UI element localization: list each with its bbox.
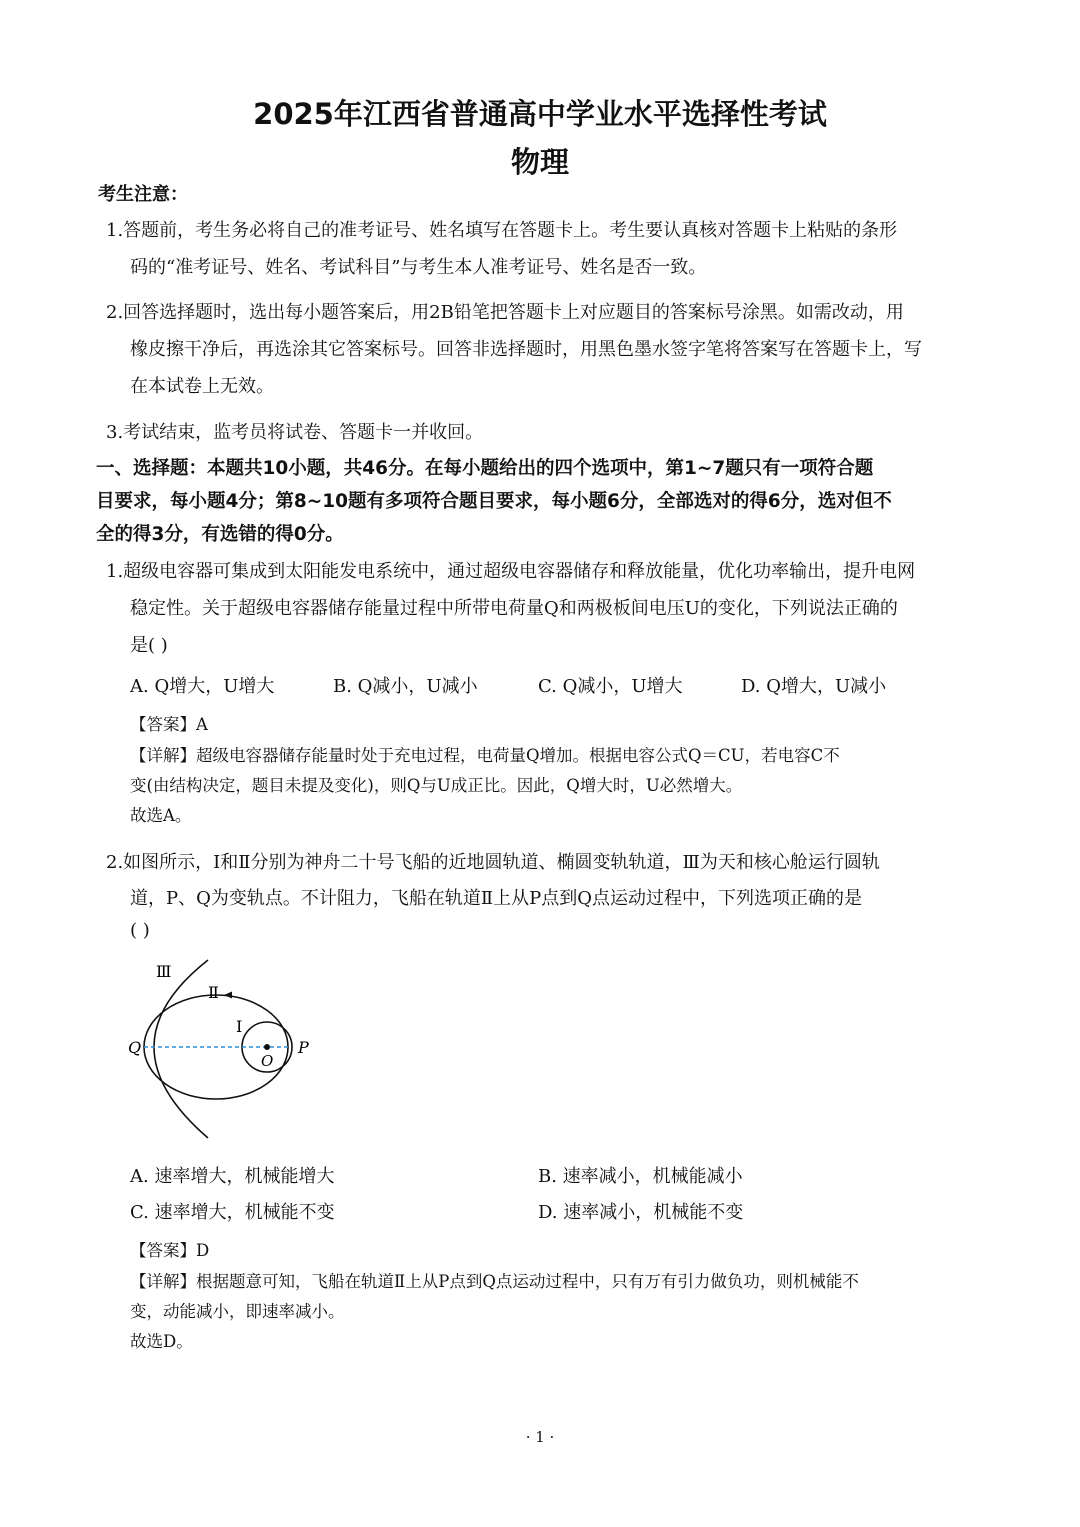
notice-line: 3.考试结束，监考员将试卷、答题卡一并收回。 — [106, 422, 484, 443]
explanation-line: 故选D。 — [130, 1332, 193, 1351]
option-a: A. Q增大，U增大 — [130, 676, 275, 697]
label-orbit-3: Ⅲ — [156, 962, 172, 981]
label-center-o: O — [261, 1052, 274, 1070]
option-b: B. 速率减小，机械能减小 — [538, 1166, 743, 1187]
exam-title: 2025年江西省普通高中学业水平选择性考试 — [253, 97, 827, 131]
explanation-line: 【详解】超级电容器储存能量时处于充电过程，电荷量Q增加。根据电容公式Q＝CU，若电容C不 — [130, 746, 840, 765]
question-stem-line: ( ) — [130, 920, 150, 941]
explanation-line: 变，动能减小，即速率减小。 — [130, 1302, 345, 1321]
option-c: C. 速率增大，机械能不变 — [130, 1202, 335, 1223]
notice-heading: 考生注意： — [98, 184, 188, 205]
section-line: 一、选择题：本题共10小题，共46分。在每小题给出的四个选项中，第1~7题只有一项符合题 — [96, 458, 874, 479]
section-line: 目要求，每小题4分；第8~10题有多项符合题目要求，每小题6分，全部选对的得6分，选对但不 — [96, 491, 892, 512]
answer: 【答案】A — [130, 715, 208, 734]
question-stem-line: 1.超级电容器可集成到太阳能发电系统中，通过超级电容器储存和释放能量，优化功率输出，提升电网 — [106, 561, 916, 582]
label-point-q: Q — [128, 1038, 142, 1057]
question-stem-line: 道，P、Q为变轨点。不计阻力，飞船在轨道Ⅱ上从P点到Q点运动过程中，下列选项正确的是 — [130, 888, 862, 909]
question-stem-line: 稳定性。关于超级电容器储存能量过程中所带电荷量Q和两极板间电压U的变化，下列说法正确的 — [130, 598, 898, 619]
orbit-3-arc — [154, 960, 208, 1138]
label-orbit-2: Ⅱ — [208, 983, 219, 1002]
question-stem-line: 2.如图所示，Ⅰ和Ⅱ分别为神舟二十号飞船的近地圆轨道、椭圆变轨轨道，Ⅲ为天和核心舱运行圆轨 — [106, 852, 880, 873]
page-number: · 1 · — [525, 1428, 555, 1446]
option-d: D. 速率减小，机械能不变 — [538, 1202, 744, 1223]
center-dot — [264, 1044, 270, 1050]
explanation-line: 变(由结构决定，题目未提及变化)，则Q与U成正比。因此，Q增大时，U必然增大。 — [130, 776, 743, 795]
notice-line: 1.答题前，考生务必将自己的准考证号、姓名填写在答题卡上。考生要认真核对答题卡上粘贴的条形 — [106, 220, 898, 241]
orbit-diagram — [120, 955, 320, 1145]
exam-subject: 物理 — [510, 145, 569, 179]
explanation-line: 故选A。 — [130, 806, 192, 825]
answer: 【答案】D — [130, 1241, 210, 1260]
notice-line: 2.回答选择题时，选出每小题答案后，用2B铅笔把答题卡上对应题目的答案标号涂黑。如需改动，用 — [106, 302, 904, 323]
label-orbit-1: Ⅰ — [236, 1017, 243, 1036]
explanation-line: 【详解】根据题意可知，飞船在轨道Ⅱ上从P点到Q点运动过程中，只有万有引力做负功，则机械能不 — [130, 1272, 859, 1291]
option-c: C. Q减小，U增大 — [538, 676, 683, 697]
option-a: A. 速率增大，机械能增大 — [130, 1166, 335, 1187]
direction-arrow-icon — [224, 992, 232, 999]
label-point-p: P — [298, 1038, 309, 1057]
option-b: B. Q减小，U减小 — [333, 676, 478, 697]
notice-line: 橡皮擦干净后，再选涂其它答案标号。回答非选择题时，用黑色墨水签字笔将答案写在答题卡上，写 — [130, 339, 922, 360]
question-stem-line: 是( ) — [130, 635, 168, 656]
section-line: 全的得3分，有选错的得0分。 — [96, 524, 344, 545]
notice-line: 在本试卷上无效。 — [130, 376, 274, 397]
option-d: D. Q增大，U减小 — [741, 676, 887, 697]
notice-line: 码的“准考证号、姓名、考试科目”与考生本人准考证号、姓名是否一致。 — [130, 257, 707, 278]
